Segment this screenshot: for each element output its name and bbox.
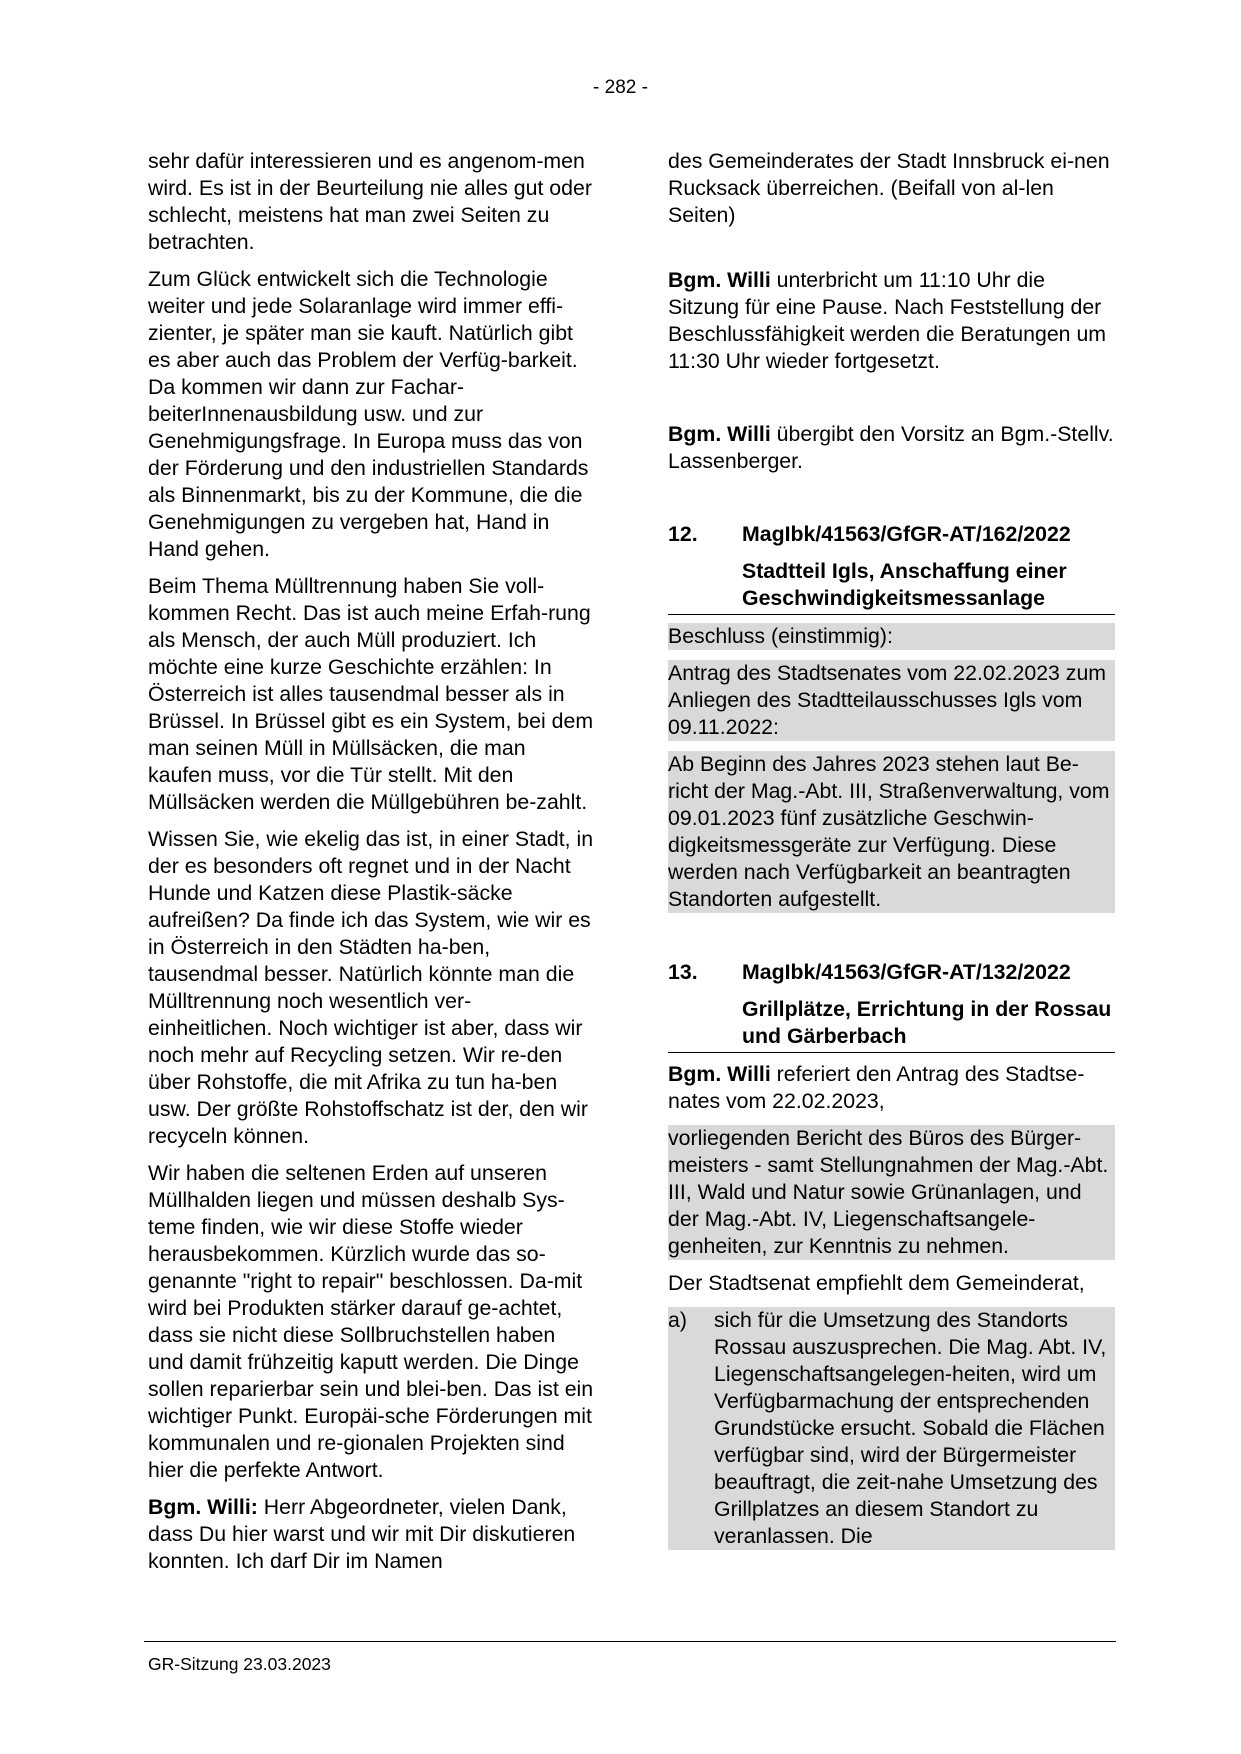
agenda-number: 12.: [668, 522, 698, 546]
speaker-name: Bgm. Willi: [668, 1062, 771, 1086]
report-text: vorliegenden Bericht des Büros des Bürger-meisters - samt Stellungnahmen der Mag.-Abt. III, Wald und Natur sowie Grünanlagen, und der Mag.-Abt. IV, Liegenschaftsangele-genheiten, zur Kenntnis zu nehmen.: [668, 1125, 1115, 1260]
speaker-paragraph: [148, 1494, 595, 1575]
speaker-name: Bgm. Willi: [668, 422, 771, 446]
motion-text: Antrag des Stadtsenates vom 22.02.2023 zum Anliegen des Stadtteilausschusses Igls vom 09.11.2022:: [668, 660, 1115, 741]
page-number: - 282 -: [593, 77, 648, 98]
agenda-item-12: [668, 521, 1115, 913]
divider: [668, 1052, 1115, 1053]
divider: [668, 614, 1115, 615]
footer-divider: [144, 1641, 1116, 1642]
list-marker: a): [668, 1308, 687, 1332]
speaker-text: Herr Abgeordneter, vielen Dank, dass Du hier warst und wir mit Dir diskutieren konnten. Ich darf Dir im Namen: [148, 1495, 576, 1573]
footer-text: GR-Sitzung 23.03.2023: [148, 1654, 331, 1674]
recommendation-text: Der Stadtsenat empfiehlt dem Gemeinderat,: [668, 1271, 1085, 1295]
paragraph: Beim Thema Mülltrennung haben Sie voll-kommen Recht. Das ist auch meine Erfah-rung als Mensch, der auch Müll produziert. Ich möchte eine kurze Geschichte erzählen: In Österreich ist alles tausendmal besser als in Brüssel. In Brüssel gibt es ein System, bei dem man seinen Müll in Müllsäcken, die man kaufen muss, vor die Tür stellt. Mit den Müllsäcken werden die Müllgebühren be-zahlt.: [148, 574, 594, 814]
agenda-title: Stadtteil Igls, Anschaffung einer Geschwindigkeitsmessanlage: [742, 559, 1067, 610]
list-item-a: [668, 1307, 1115, 1550]
agenda-reference: MagIbk/41563/GfGR-AT/162/2022: [742, 522, 1071, 546]
resolution-label: Beschluss (einstimmig):: [668, 623, 1115, 650]
paragraph: Zum Glück entwickelt sich die Technologie weiter und jede Solaranlage wird immer effi-zienter, je später man sie kauft. Natürlich gibt es aber auch das Problem der Verfüg-barkeit. Da kommen wir dann zur Fachar-beiterInnenausbildung usw. und zur Genehmigungsfrage. In Europa muss das von der Förderung und den industriellen Standards als Binnenmarkt, bis zu der Kommune, die die Genehmigungen zu vergeben hat, Hand in Hand gehen.: [148, 267, 589, 561]
speaker-name: Bgm. Willi: [668, 268, 771, 292]
agenda-title: Grillplätze, Errichtung in der Rossau und Gärberbach: [742, 997, 1112, 1048]
continuation-paragraph: des Gemeinderates der Stadt Innsbruck ei-nen Rucksack überreichen. (Beifall von al-len Seiten): [668, 149, 1110, 227]
paragraph: Wir haben die seltenen Erden auf unseren Müllhalden liegen und müssen deshalb Sys-teme finden, wie wir diese Stoffe wieder herausbekommen. Kürzlich wurde das so-genannte "right to repair" beschlossen. Da-mit wird bei Produkten stärker darauf ge-achtet, dass sie nicht diese Sollbruchstellen haben und damit frühzeitig kaputt werden. Die Dinge sollen reparierbar sein und blei-ben. Das ist ein wichtiger Punkt. Europäi-sche Förderungen mit kommunalen und re-gionalen Projekten sind hier die perfekte Antwort.: [148, 1161, 594, 1482]
pause-paragraph: Bgm. Willi unterbricht um 11:10 Uhr die Sitzung für eine Pause. Nach Feststellung der Beschlussfähigkeit werden die Beratungen um 11:30 Uhr wieder fortgesetzt.: [668, 268, 1107, 373]
agenda-number: 13.: [668, 960, 698, 984]
right-column: [668, 148, 1115, 1550]
handover-paragraph: Bgm. Willi übergibt den Vorsitz an Bgm.-Stellv. Lassenberger.: [668, 422, 1114, 473]
list-text: sich für die Umsetzung des Standorts Rossau auszusprechen. Die Mag. Abt. IV, Liegenschaftsangelegen-heiten, wird um Verfügbarmachung der entsprechenden Grundstücke ersucht. Sobald die Flächen verfügbar sind, wird der Bürgermeister beauftragt, die zeit-nahe Umsetzung des Grillplatzes an diesem Standort zu veranlassen. Die: [714, 1308, 1107, 1548]
speaker-name: Bgm. Willi:: [148, 1495, 258, 1519]
paragraph: sehr dafür interessieren und es angenom-men wird. Es ist in der Beurteilung nie alles gut oder schlecht, meistens hat man zwei Seiten zu betrachten.: [148, 149, 592, 254]
intro-paragraph: Bgm. Willi referiert den Antrag des Stadtse-nates vom 22.02.2023,: [668, 1062, 1085, 1113]
agenda-item-13: [668, 959, 1115, 1550]
resolution-body: Ab Beginn des Jahres 2023 stehen laut Be-richt der Mag.-Abt. III, Straßenverwaltung, vom 09.01.2023 fünf zusätzliche Geschwin-digkeitsmessgeräte zur Verfügung. Diese werden nach Verfügbarkeit an beantragten Standorten aufgestellt.: [668, 751, 1115, 913]
paragraph: Wissen Sie, wie ekelig das ist, in einer Stadt, in der es besonders oft regnet und in der Nacht Hunde und Katzen diese Plastik-säcke aufreißen? Da finde ich das System, wie wir es in Österreich in den Städten ha-ben, tausendmal besser. Natürlich könnte man die Mülltrennung noch wesentlich ver-einheitlichen. Noch wichtiger ist aber, dass wir noch mehr auf Recycling setzen. Wir re-den über Rohstoffe, die mit Afrika zu tun ha-ben usw. Der größte Rohstoffschatz ist der, den wir recyceln können.: [148, 827, 594, 1148]
agenda-reference: MagIbk/41563/GfGR-AT/132/2022: [742, 960, 1071, 984]
left-column: [148, 148, 595, 1585]
